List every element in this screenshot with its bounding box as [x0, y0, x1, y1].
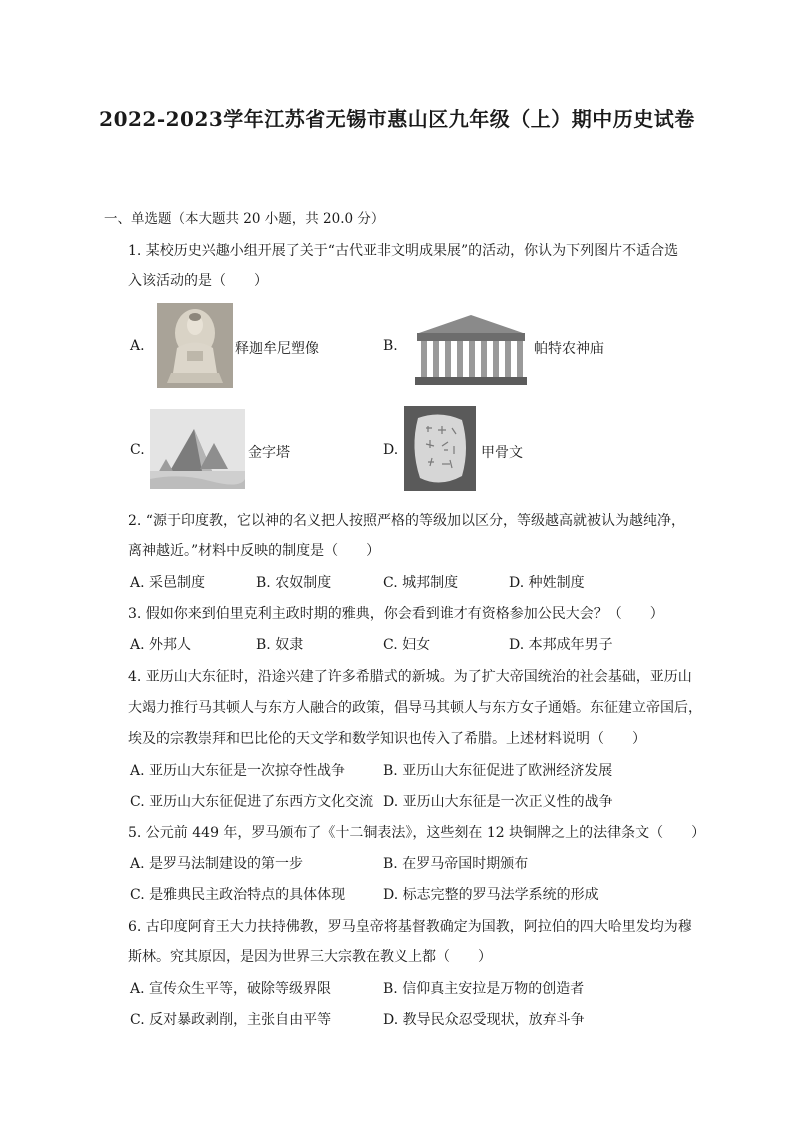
question-1-stem: 1. 某校历史兴趣小组开展了关于“古代亚非文明成果展”的活动，你认为下列图片不适合选	[128, 243, 679, 259]
q5-option-c: C. 是雅典民主政治特点的具体体现	[130, 887, 346, 903]
question-4-stem-cont-1: 大竭力推行马其顿人与东方人融合的政策，倡导马其顿人与东方女子通婚。东征建立帝国后，	[128, 700, 702, 716]
q1-option-a-caption: 释迦牟尼塑像	[235, 341, 319, 357]
q5-option-b: B. 在罗马帝国时期颁布	[383, 856, 529, 872]
question-3-stem: 3. 假如你来到伯里克利主政时期的雅典，你会看到谁才有资格参加公民大会？（ ）	[128, 606, 664, 622]
q3-option-b: B. 奴隶	[256, 637, 304, 653]
q6-option-d: D. 教导民众忍受现状，放弃斗争	[383, 1012, 585, 1028]
q6-option-b: B. 信仰真主安拉是万物的创造者	[383, 981, 585, 997]
q3-option-a: A. 外邦人	[130, 637, 192, 653]
question-4-stem-cont-2: 埃及的宗教崇拜和巴比伦的天文学和数学知识也传入了希腊。上述材料说明（ ）	[128, 731, 646, 747]
q1-option-c-letter: C.	[130, 442, 145, 458]
pyramids-image	[150, 409, 245, 489]
question-6-stem-cont: 斯林。究其原因，是因为世界三大宗教在教义上都（ ）	[128, 949, 492, 965]
question-1-stem-cont: 入该活动的是（ ）	[128, 273, 268, 289]
section-heading: 一、单选题（本大题共 20 小题，共 20.0 分）	[104, 211, 385, 227]
q4-option-a: A. 亚历山大东征是一次掠夺性战争	[130, 763, 346, 779]
question-2-stem-cont: 离神越近。”材料中反映的制度是（ ）	[128, 543, 381, 559]
parthenon-image	[411, 303, 531, 386]
question-2-stem: 2. “源于印度教，它以神的名义把人按照严格的等级加以区分，等级越高就被认为越纯净，	[128, 513, 685, 529]
q1-option-a-letter: A.	[130, 338, 145, 354]
q6-option-a: A. 宣传众生平等，破除等级界限	[130, 981, 332, 997]
q1-option-d-caption: 甲骨文	[481, 445, 523, 461]
q3-option-c: C. 妇女	[383, 637, 431, 653]
buddha-statue-image	[157, 303, 233, 388]
q5-option-d: D. 标志完整的罗马法学系统的形成	[383, 887, 599, 903]
q2-option-d: D. 种姓制度	[509, 575, 585, 591]
q2-option-a: A. 采邑制度	[130, 575, 206, 591]
q2-option-b: B. 农奴制度	[256, 575, 332, 591]
question-6-stem: 6. 古印度阿育王大力扶持佛教，罗马皇帝将基督教确定为国教，阿拉伯的四大哈里发均为穆	[128, 919, 692, 935]
q1-option-b-letter: B.	[383, 338, 398, 354]
q1-option-c-caption: 金字塔	[248, 445, 290, 461]
oracle-bone-image	[404, 406, 476, 491]
q6-option-c: C. 反对暴政剥削，主张自由平等	[130, 1012, 332, 1028]
q4-option-b: B. 亚历山大东征促进了欧洲经济发展	[383, 763, 613, 779]
exam-title: 2022-2023学年江苏省无锡市惠山区九年级（上）期中历史试卷	[99, 107, 695, 131]
question-4-stem: 4. 亚历山大东征时，沿途兴建了许多希腊式的新城。为了扩大帝国统治的社会基础，亚历山	[128, 669, 692, 685]
question-5-stem: 5. 公元前 449 年，罗马颁布了《十二铜表法》，这些刻在 12 块铜牌之上的法律条文（ ）	[128, 825, 706, 841]
q5-option-a: A. 是罗马法制建设的第一步	[130, 856, 304, 872]
q4-option-d: D. 亚历山大东征是一次正义性的战争	[383, 794, 613, 810]
q1-option-b-caption: 帕特农神庙	[534, 341, 604, 357]
q2-option-c: C. 城邦制度	[383, 575, 459, 591]
q4-option-c: C. 亚历山大东征促进了东西方文化交流	[130, 794, 374, 810]
q1-option-d-letter: D.	[383, 442, 399, 458]
q3-option-d: D. 本邦成年男子	[509, 637, 613, 653]
